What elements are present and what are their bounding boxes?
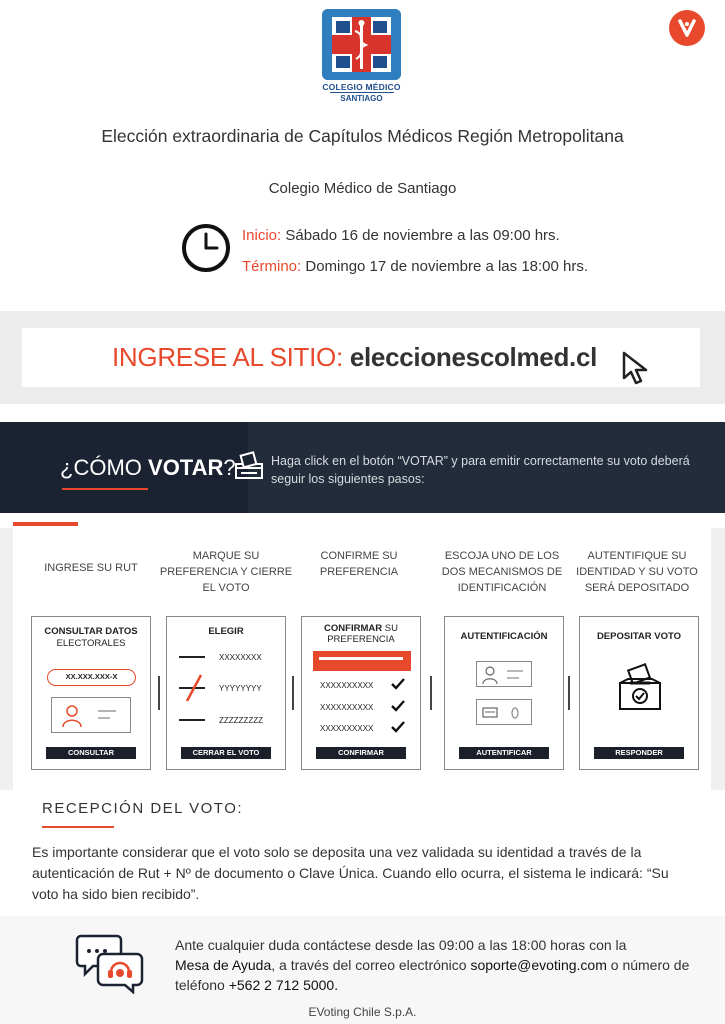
title-bold: VOTAR	[148, 455, 224, 480]
help-text-2: , a través del correo electrónico	[271, 957, 471, 973]
site-link[interactable]	[112, 342, 597, 373]
authenticate-button[interactable]: AUTENTIFICAR	[459, 747, 549, 759]
page-title: Elección extraordinaria de Capítulos Médicos Región Metropolitana	[101, 126, 624, 146]
help-text-1: Ante cualquier duda contáctese desde las 09:00 a las 18:00 horas con la	[175, 937, 627, 953]
rut-input[interactable]: XX.XXX.XXX-X	[47, 669, 136, 686]
clock-icon	[180, 222, 232, 274]
title-pre: ¿CÓMO	[60, 455, 142, 480]
card-title-rest: SU PREFERENCIA	[327, 623, 398, 645]
card-title: DEPOSITAR VOTO	[596, 631, 682, 642]
step-card-deposit	[579, 616, 699, 770]
site-prefix: INGRESE AL SITIO:	[112, 342, 343, 372]
step-heading-4: ESCOJA UNO DE LOS DOS MECANISMOS DE IDENTIFICACIÓN	[441, 550, 563, 594]
option-2[interactable]: YYYYYYYY	[219, 684, 262, 693]
how-to-vote-description: Haga click en el botón “VOTAR” y para emitir correctamente su voto deberá seguir los siguientes pasos:	[271, 454, 690, 486]
selected-choice-bar	[313, 651, 411, 671]
step-heading-1: INGRESE SU RUT	[44, 562, 138, 574]
start-label: Inicio:	[242, 227, 282, 244]
schedule-end	[242, 258, 588, 275]
close-vote-button[interactable]: CERRAR EL VOTO	[181, 747, 271, 759]
option-1[interactable]: XXXXXXXX	[219, 653, 262, 662]
logo-divider	[330, 92, 394, 93]
reception-body: Es importante considerar que el voto solo se deposita una vez validada su identidad a través de la autenticación de Rut + Nº de documento o Clave Única. Cuando ello ocurra, el sistema le indicará: “Su voto ha sido bien recibido”.	[32, 844, 669, 902]
start-value: Sábado 16 de noviembre a las 09:00 hrs.	[285, 227, 560, 244]
confirm-row-3: XXXXXXXXXX	[320, 724, 374, 733]
how-to-vote-underline	[62, 488, 148, 490]
card-title: AUTENTIFICACIÓN	[460, 631, 548, 642]
step-separator	[430, 676, 432, 710]
step-heading-2: MARQUE SU PREFERENCIA Y CIERRE EL VOTO	[159, 550, 293, 594]
card-title	[302, 623, 420, 645]
end-label: Término:	[242, 258, 302, 275]
step-heading-3: CONFIRME SU PREFERENCIA	[319, 550, 399, 578]
support-chat-icon	[75, 932, 145, 994]
choice-lines	[177, 651, 207, 731]
help-phone[interactable]: +562 2 712 5000.	[228, 977, 339, 993]
evoting-icon	[669, 10, 705, 46]
step-card-authenticate	[444, 616, 564, 770]
end-value: Domingo 17 de noviembre a las 18:00 hrs.	[305, 258, 589, 275]
how-to-vote-title	[60, 455, 236, 481]
card-title: CONSULTAR DATOS	[44, 626, 138, 637]
step-heading-5: AUTENTIFIQUE SU IDENTIDAD Y SU VOTO SERÁ DEPOSITADO	[576, 550, 698, 594]
confirm-row-1: XXXXXXXXXX	[320, 681, 374, 690]
site-url[interactable]: eleccionescolmed.cl	[349, 342, 598, 372]
steps-accent-bar	[13, 522, 78, 526]
ballot-box-icon	[616, 663, 664, 713]
step-card-consult	[31, 616, 151, 770]
help-text	[175, 935, 695, 995]
reception-underline	[42, 826, 114, 828]
schedule-start	[242, 227, 560, 244]
consult-button[interactable]: CONSULTAR	[46, 747, 136, 759]
user-icon[interactable]	[476, 661, 532, 687]
help-email[interactable]: soporte@evoting.com	[470, 957, 607, 973]
step-separator	[158, 676, 160, 710]
id-card-icon	[51, 697, 131, 733]
step-separator	[568, 676, 570, 710]
ballot-icon	[233, 450, 265, 482]
logo-sub: SANTIAGO	[340, 94, 383, 103]
company-name: EVoting Chile S.p.A.	[308, 1005, 417, 1019]
cursor-icon	[620, 350, 654, 386]
logo-name: COLEGIO MÉDICO	[322, 82, 401, 92]
confirm-button[interactable]: CONFIRMAR	[316, 747, 406, 759]
page-subtitle: Colegio Médico de Santiago	[268, 180, 457, 197]
card-subtitle: ELECTORALES	[56, 638, 126, 649]
confirm-row-2: XXXXXXXXXX	[320, 703, 374, 712]
check-icon	[390, 677, 406, 737]
step-separator	[292, 676, 294, 710]
reception-title: RECEPCIÓN DEL VOTO:	[42, 800, 244, 817]
card-title-bold: CONFIRMAR	[324, 623, 383, 634]
respond-button[interactable]: RESPONDER	[594, 747, 684, 759]
step-card-choose	[166, 616, 286, 770]
help-desk: Mesa de Ayuda	[175, 957, 272, 973]
title-post: ?	[223, 455, 236, 480]
step-card-confirm	[301, 616, 421, 770]
help-text-3: o número de teléfono	[175, 957, 690, 993]
colmed-logo	[322, 9, 401, 80]
card-title: ELEGIR	[208, 626, 244, 637]
id-card-icon[interactable]	[476, 699, 532, 725]
option-3[interactable]: ZZZZZZZZZ	[219, 716, 263, 725]
